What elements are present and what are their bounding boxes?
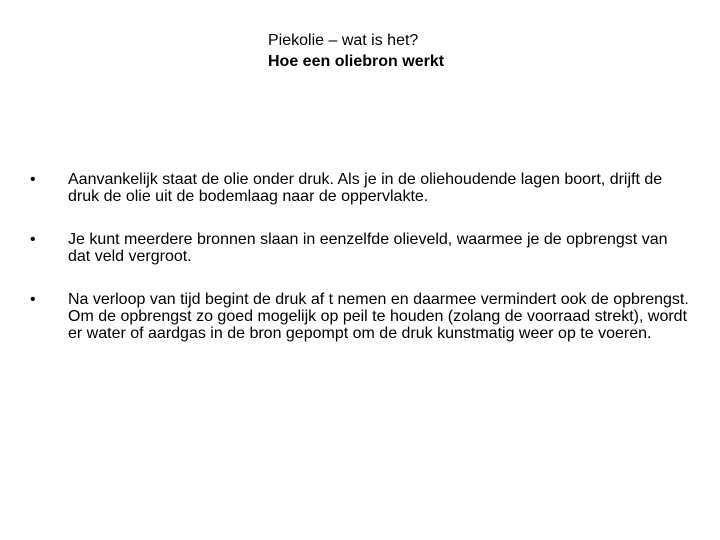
bullet-item (30, 291, 690, 342)
bullet-text: Aanvankelijk staat de olie onder druk. Als je in de oliehoudende lagen boort, drijft de druk de olie uit de bodemlaag naar de oppervlakte. (68, 171, 663, 205)
bullet-item (30, 231, 690, 265)
bullet-list (30, 171, 690, 368)
bullet-item (30, 171, 690, 205)
bullet-icon: • (30, 171, 36, 188)
slide-subtitle: Hoe een oliebron werkt (268, 53, 445, 70)
bullet-text: Na verloop van tijd begint de druk af t nemen en daarmee vermindert ook de opbrengst. Om de opbrengst zo goed mogelijk op peil te houden (zolang de voorraad strekt), wordt er water of aardgas in de bron gepompt om de druk kunstmatig weer op te voeren. (68, 291, 689, 342)
slide-title: Piekolie – wat is het? (268, 32, 419, 49)
bullet-icon: • (30, 291, 36, 308)
title-block (268, 30, 668, 72)
bullet-text: Je kunt meerdere bronnen slaan in eenzelfde olieveld, waarmee je de opbrengst van dat veld vergroot. (68, 231, 668, 265)
bullet-icon: • (30, 231, 36, 248)
